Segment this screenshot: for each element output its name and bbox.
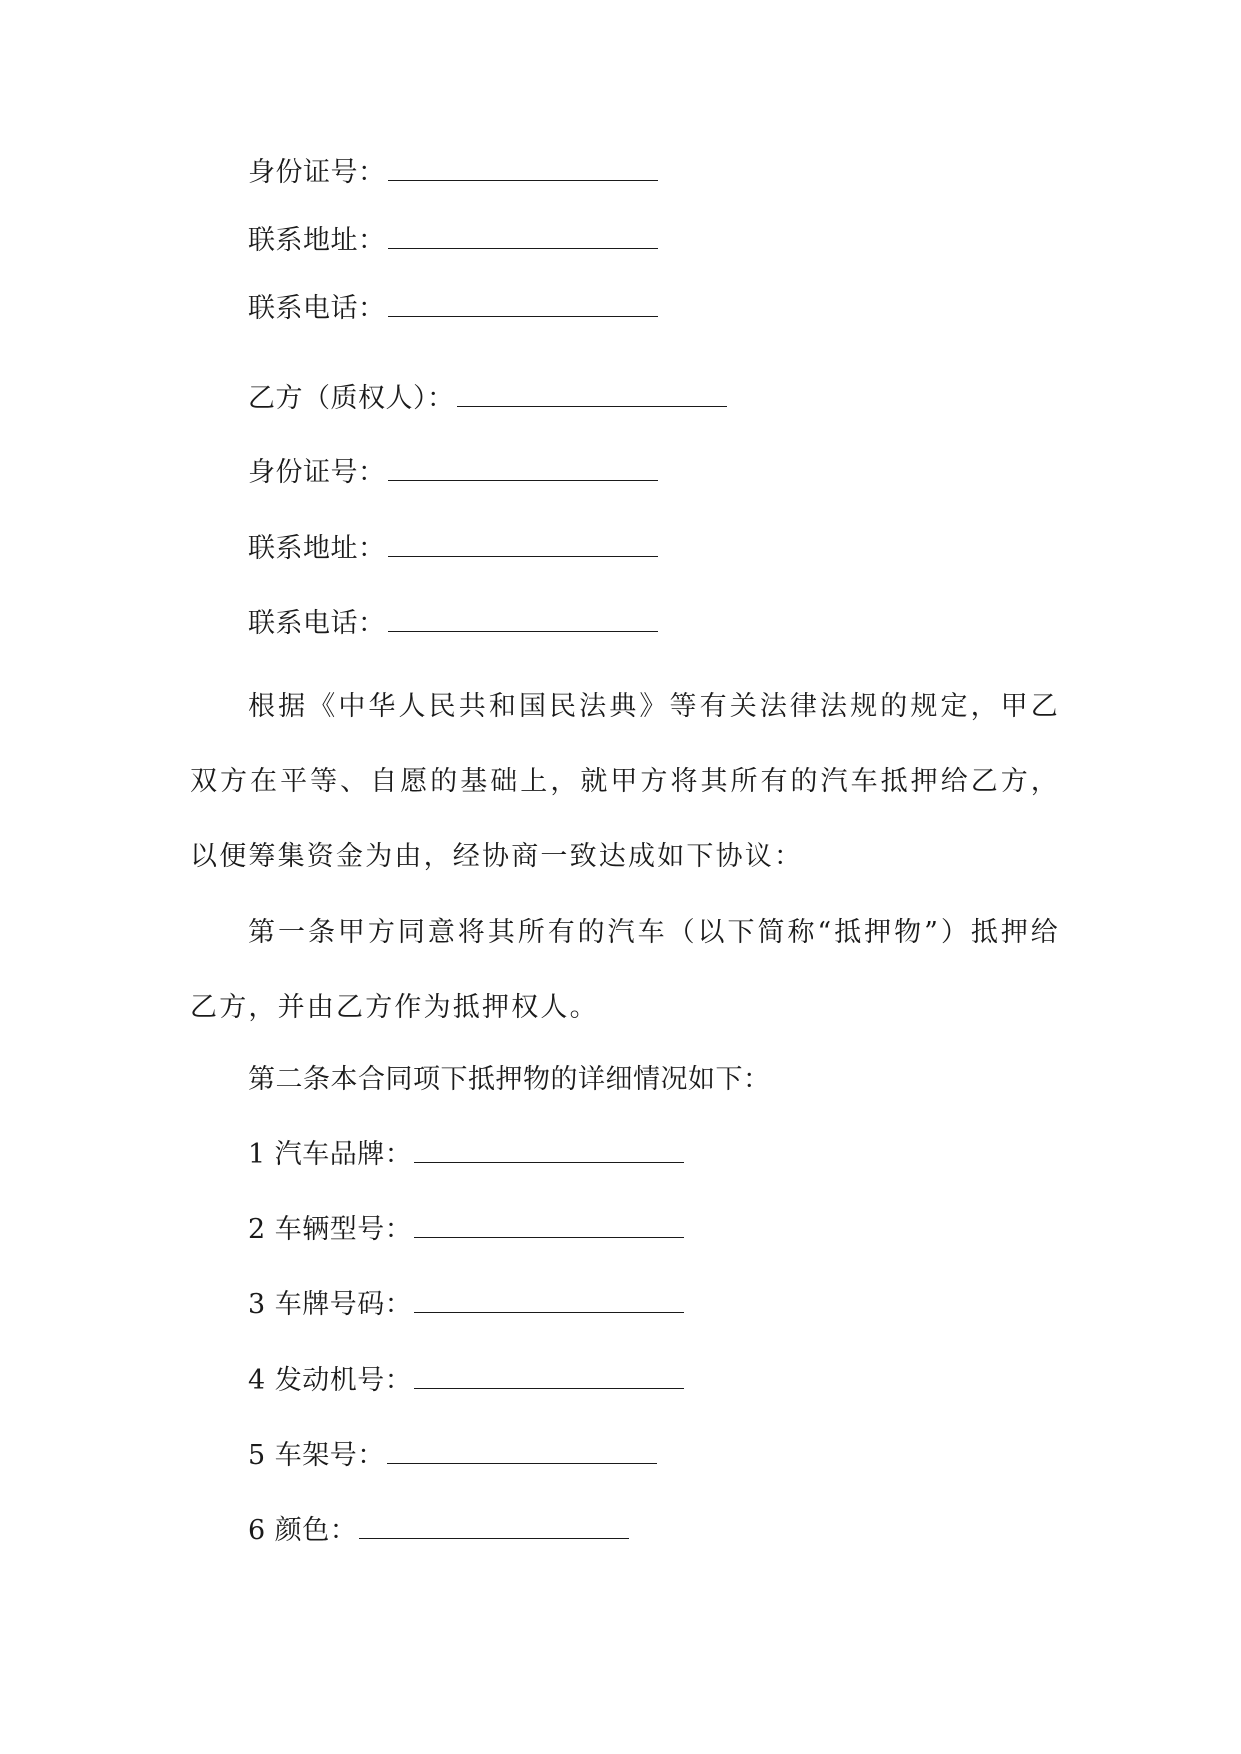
blank-line <box>359 1516 629 1539</box>
field-label: 联系地址： <box>248 225 386 256</box>
blank-line <box>387 1441 657 1464</box>
article-1-paragraph: 第一条甲方同意将其所有的汽车（以下简称“抵押物”）抵押给乙方，并由乙方作为抵押权人。 <box>190 917 1060 1023</box>
field-label: 6 颜色： <box>248 1515 358 1546</box>
preamble-paragraph: 根据《中华人民共和国民法典》等有关法律法规的规定，甲乙双方在平等、自愿的基础上，就甲方将其所有的汽车抵押给乙方，以便筹集资金为由，经协商一致达成如下协议： <box>190 691 1060 872</box>
party-b-id-field <box>248 455 658 491</box>
party-b-phone-field <box>248 606 658 642</box>
blank-line <box>388 458 658 481</box>
field-label: 身份证号： <box>248 157 386 188</box>
blank-line <box>388 534 658 557</box>
blank-line <box>414 1140 684 1163</box>
field-label: 联系电话： <box>248 608 386 639</box>
field-label: 联系地址： <box>248 533 386 564</box>
blank-line <box>388 158 658 181</box>
field-label: 身份证号： <box>248 457 386 488</box>
license-plate-field <box>248 1287 684 1323</box>
blank-line <box>414 1290 684 1313</box>
field-label: 联系电话： <box>248 293 386 324</box>
blank-line <box>388 609 658 632</box>
blank-line <box>414 1215 684 1238</box>
color-field <box>248 1513 629 1549</box>
party-b-address-field <box>248 531 658 567</box>
article-2-heading: 第二条本合同项下抵押物的详细情况如下： <box>248 1064 771 1095</box>
field-label: 乙方（质权人）： <box>248 383 455 414</box>
field-label: 3 车牌号码： <box>248 1289 413 1320</box>
field-label: 5 车架号： <box>248 1440 385 1471</box>
blank-line <box>388 226 658 249</box>
vehicle-brand-field <box>248 1137 684 1173</box>
field-label: 2 车辆型号： <box>248 1214 413 1245</box>
party-a-phone-field <box>248 291 658 327</box>
field-label: 4 发动机号： <box>248 1365 413 1396</box>
party-a-address-field <box>248 223 658 259</box>
party-a-id-field <box>248 155 658 191</box>
vin-field <box>248 1438 657 1474</box>
field-label: 1 汽车品牌： <box>248 1139 413 1170</box>
blank-line <box>388 294 658 317</box>
blank-line <box>457 384 727 407</box>
party-b-field <box>248 381 727 417</box>
engine-number-field <box>248 1363 684 1399</box>
vehicle-model-field <box>248 1212 684 1248</box>
blank-line <box>414 1366 684 1389</box>
